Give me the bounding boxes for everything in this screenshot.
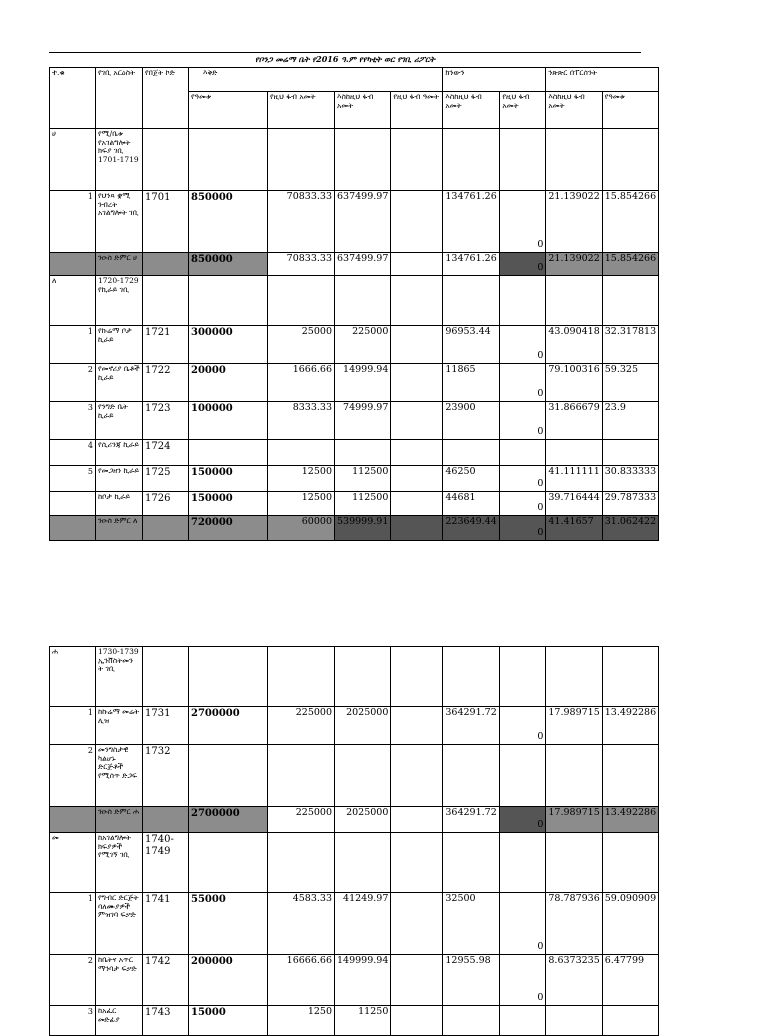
row-cmp-annual: 13.492286: [602, 707, 658, 745]
row-code: 1701: [143, 191, 189, 253]
col-cmp-month-header: የዚህ ፋብ አመት: [500, 92, 546, 129]
row-index: 2: [50, 745, 96, 807]
subtotal-cmp-to-date: 41.41657: [546, 516, 602, 541]
col-to-date-header: እስከዚህ ፋብ አመት: [335, 92, 391, 129]
row-name: ከቤትና አጥር ማንባታ ፍቃድ: [96, 955, 143, 1006]
subtotal-row: [50, 253, 659, 276]
table-row: [50, 707, 659, 745]
col-cmp-to-date-header: እስከዚህ ፋብ አመት: [546, 92, 602, 129]
row-to-date-actual: 364291.72: [443, 707, 500, 745]
row-cmp-to-date: 17.989715: [546, 707, 602, 745]
row-name: መንግስታዊ ካልሆኑ ድርጅቶች የሚሰጥ ድጋፍ: [96, 745, 143, 807]
row-month: 1666.66: [268, 364, 335, 402]
subtotal-cmp-month: 0: [500, 253, 546, 276]
row-month: 70833.33: [268, 191, 335, 253]
row-month: 4583.33: [268, 893, 335, 955]
subtotal-to-date: 637499.97: [335, 253, 391, 276]
row-month-actual: [391, 191, 443, 253]
col-this-month-actual-header: የዚህ ፋብ ዓመት: [391, 92, 443, 129]
row-to-date-actual: 12955.98: [443, 955, 500, 1006]
row-code: 1742: [143, 955, 189, 1006]
section-name: 1720-1729 የኪራይ ገቢ: [96, 276, 143, 326]
row-cmp-to-date: 21.139022: [546, 191, 602, 253]
row-cmp-to-date: 8.6373235: [546, 955, 602, 1006]
row-cmp-annual: 30.833333: [602, 466, 658, 492]
row-to-date: 225000: [335, 326, 391, 364]
row-cmp-annual: 6.47799: [602, 955, 658, 1006]
row-code: 1726: [143, 492, 189, 516]
row-to-date-actual: 44681: [443, 492, 500, 516]
subtotal-month: 60000: [268, 516, 335, 541]
row-cmp-month: 0: [500, 955, 546, 1006]
row-cmp-to-date: 79.100316: [546, 364, 602, 402]
subtotal-to-date-actual: 134761.26: [443, 253, 500, 276]
row-code: 1725: [143, 466, 189, 492]
subtotal-cmp-annual: 31.062422: [602, 516, 658, 541]
income-table-1: [49, 67, 659, 541]
subtotal-label: ንዑስ ድምር ሐ: [96, 807, 143, 833]
table-row: [50, 466, 659, 492]
row-name: የንግድ ቤት ኪራይ: [96, 402, 143, 440]
table-row: [50, 440, 659, 466]
income-table-2: [49, 646, 659, 1036]
row-index: 3: [50, 402, 96, 440]
row-cmp-month: 0: [500, 893, 546, 955]
subtotal-month: 225000: [268, 807, 335, 833]
section-row-me: [50, 833, 659, 893]
section-name: የሚ/ቤቱ የአገልግሎት ክፍያ ገቢ 1701-1719: [96, 129, 143, 191]
section-row-ha: [50, 129, 659, 191]
subtotal-cmp-month: 0: [500, 807, 546, 833]
subtotal-to-date: 539999.91: [335, 516, 391, 541]
row-to-date-actual: 96953.44: [443, 326, 500, 364]
subtotal-month-actual: [391, 253, 443, 276]
row-index: 4: [50, 440, 96, 466]
subtotal-to-date-actual: 223649.44: [443, 516, 500, 541]
subtotal-cmp-annual: 13.492286: [602, 807, 658, 833]
col-annual-header: የዓመቱ: [189, 92, 268, 129]
row-plan: 20000: [189, 364, 268, 402]
row-to-date: 74999.97: [335, 402, 391, 440]
row-to-date-actual: 11865: [443, 364, 500, 402]
row-cmp-month: 0: [500, 402, 546, 440]
subtotal-plan: 720000: [189, 516, 268, 541]
row-cmp-month: 0: [500, 191, 546, 253]
section-row-he: [50, 647, 659, 707]
header-row-1: [50, 68, 659, 92]
row-name: ከኩሬማ መሬት ሊዝ: [96, 707, 143, 745]
row-index: 2: [50, 364, 96, 402]
row-code: 1723: [143, 402, 189, 440]
row-cmp-annual: 59.090909: [602, 893, 658, 955]
subtotal-to-date-actual: 364291.72: [443, 807, 500, 833]
subtotal-plan: 850000: [189, 253, 268, 276]
subtotal-cmp-annual: 15.854266: [602, 253, 658, 276]
subtotal-label: ንዑስ ድምር ለ: [96, 516, 143, 541]
section-name: ከአገልግሎት ክፍያዎች የሚገኝ ገቢ: [96, 833, 143, 893]
section-code: 1740-1749: [143, 833, 189, 893]
row-month: 225000: [268, 707, 335, 745]
row-index: 5: [50, 466, 96, 492]
section-letter: መ: [50, 833, 96, 893]
col-actual-header: ክንውን: [443, 68, 546, 92]
table-row: [50, 402, 659, 440]
row-plan: 150000: [189, 466, 268, 492]
row-to-date: 14999.94: [335, 364, 391, 402]
row-plan: 150000: [189, 492, 268, 516]
row-cmp-to-date: 31.866679: [546, 402, 602, 440]
row-code: 1722: [143, 364, 189, 402]
row-plan: 850000: [189, 191, 268, 253]
col-income-type-header: የገቢ አርዕስት: [96, 68, 143, 129]
col-to-date-actual-header: እስከዚህ ፋብ አመት: [443, 92, 500, 129]
row-plan: 15000: [189, 1006, 268, 1036]
subtotal-cmp-month: 0: [500, 516, 546, 541]
row-index: 1: [50, 893, 96, 955]
row-month: 16666.66: [268, 955, 335, 1006]
row-month: 12500: [268, 466, 335, 492]
row-name: የሲሪንጃ ኪራይ: [96, 440, 143, 466]
row-cmp-annual: 29.787333: [602, 492, 658, 516]
section-letter: ሐ: [50, 647, 96, 707]
subtotal-cmp-to-date: 21.139022: [546, 253, 602, 276]
row-plan: 100000: [189, 402, 268, 440]
section-letter: ለ: [50, 276, 96, 326]
row-cmp-month: 0: [500, 707, 546, 745]
col-plan-header-spacer: [391, 68, 443, 92]
row-name: የመኖሪያ ቤቶች ኪራይ: [96, 364, 143, 402]
row-plan: 2700000: [189, 707, 268, 745]
row-cmp-to-date: 78.787936: [546, 893, 602, 955]
title-rule: [49, 52, 641, 53]
row-to-date: 112500: [335, 492, 391, 516]
row-code: 1741: [143, 893, 189, 955]
row-code: 1721: [143, 326, 189, 364]
table-row: [50, 745, 659, 807]
table-row: [50, 326, 659, 364]
row-to-date: 149999.94: [335, 955, 391, 1006]
row-index: 3: [50, 1006, 96, 1036]
row-code: 1732: [143, 745, 189, 807]
row-to-date: 41249.97: [335, 893, 391, 955]
subtotal-plan: 2700000: [189, 807, 268, 833]
table-row: [50, 955, 659, 1006]
row-plan: 300000: [189, 326, 268, 364]
report-title: የቦንጋ መሬማ ቤት የ2016 ዓ.ም የየካቲት ወር የገቢ ሪፖርት: [254, 54, 436, 64]
row-cmp-month: 0: [500, 364, 546, 402]
section-letter: ሀ: [50, 129, 96, 191]
row-cmp-month: 0: [500, 492, 546, 516]
col-cmp-annual-header: የዓመቱ: [602, 92, 658, 129]
row-cmp-annual: 23.9: [602, 402, 658, 440]
row-name: ከቦታ ኪራይ: [96, 492, 143, 516]
row-plan: 200000: [189, 955, 268, 1006]
row-to-date: 2025000: [335, 707, 391, 745]
row-to-date: 112500: [335, 466, 391, 492]
table-row: [50, 191, 659, 253]
section-row-le: [50, 276, 659, 326]
row-to-date-actual: 32500: [443, 893, 500, 955]
row-code: 1731: [143, 707, 189, 745]
table-row: [50, 1006, 659, 1036]
row-cmp-annual: 59.325: [602, 364, 658, 402]
row-cmp-annual: 15.854266: [602, 191, 658, 253]
section-name: 1730-1739 ኢንቨስትመን ት ገቢ: [96, 647, 143, 707]
row-name: የህንጻ ቋሚ ንብረት አገልግሎት ገቢ: [96, 191, 143, 253]
col-budget-code-header: የበጀት ኮድ: [143, 68, 189, 129]
subtotal-row: [50, 807, 659, 833]
row-index: 1: [50, 191, 96, 253]
row-name: የግብር ድርጅት ባለሙያዎች ምዝገባ ፍቃድ: [96, 893, 143, 955]
row-cmp-to-date: 39.716444: [546, 492, 602, 516]
row-cmp-to-date: 41.111111: [546, 466, 602, 492]
col-plan-header: እቅድ: [189, 68, 391, 92]
row-plan: 55000: [189, 893, 268, 955]
row-name: የኩሬማ ቦታ ኪራይ: [96, 326, 143, 364]
row-index: [50, 492, 96, 516]
row-cmp-to-date: 43.090418: [546, 326, 602, 364]
row-to-date: 637499.97: [335, 191, 391, 253]
row-code: 1724: [143, 440, 189, 466]
row-to-date-actual: 134761.26: [443, 191, 500, 253]
row-cmp-month: 0: [500, 326, 546, 364]
row-to-date-actual: 23900: [443, 402, 500, 440]
row-month: 1250: [268, 1006, 335, 1036]
row-name: ከአፈር መድፊያ: [96, 1006, 143, 1036]
row-index: 2: [50, 955, 96, 1006]
row-month: 8333.33: [268, 402, 335, 440]
col-no-header: ተ.ቁ: [50, 68, 96, 129]
row-index: 1: [50, 707, 96, 745]
row-month: 25000: [268, 326, 335, 364]
row-to-date-actual: 46250: [443, 466, 500, 492]
subtotal-to-date: 2025000: [335, 807, 391, 833]
subtotal-cmp-to-date: 17.989715: [546, 807, 602, 833]
row-index: 1: [50, 326, 96, 364]
subtotal-month: 70833.33: [268, 253, 335, 276]
table-row: [50, 893, 659, 955]
row-name: የመጋዘን ኪራይ: [96, 466, 143, 492]
col-compare-header: ንጽጽር በፐርሰንት: [546, 68, 659, 92]
subtotal-row: [50, 516, 659, 541]
row-month: 12500: [268, 492, 335, 516]
row-cmp-month: 0: [500, 466, 546, 492]
row-cmp-annual: 32.317813: [602, 326, 658, 364]
col-this-month-header: የዚህ ፋብ አመት: [268, 92, 335, 129]
row-code: 1743: [143, 1006, 189, 1036]
subtotal-label: ንዑስ ድምር ሀ: [96, 253, 143, 276]
table-row: [50, 492, 659, 516]
table-row: [50, 364, 659, 402]
row-to-date: 11250: [335, 1006, 391, 1036]
